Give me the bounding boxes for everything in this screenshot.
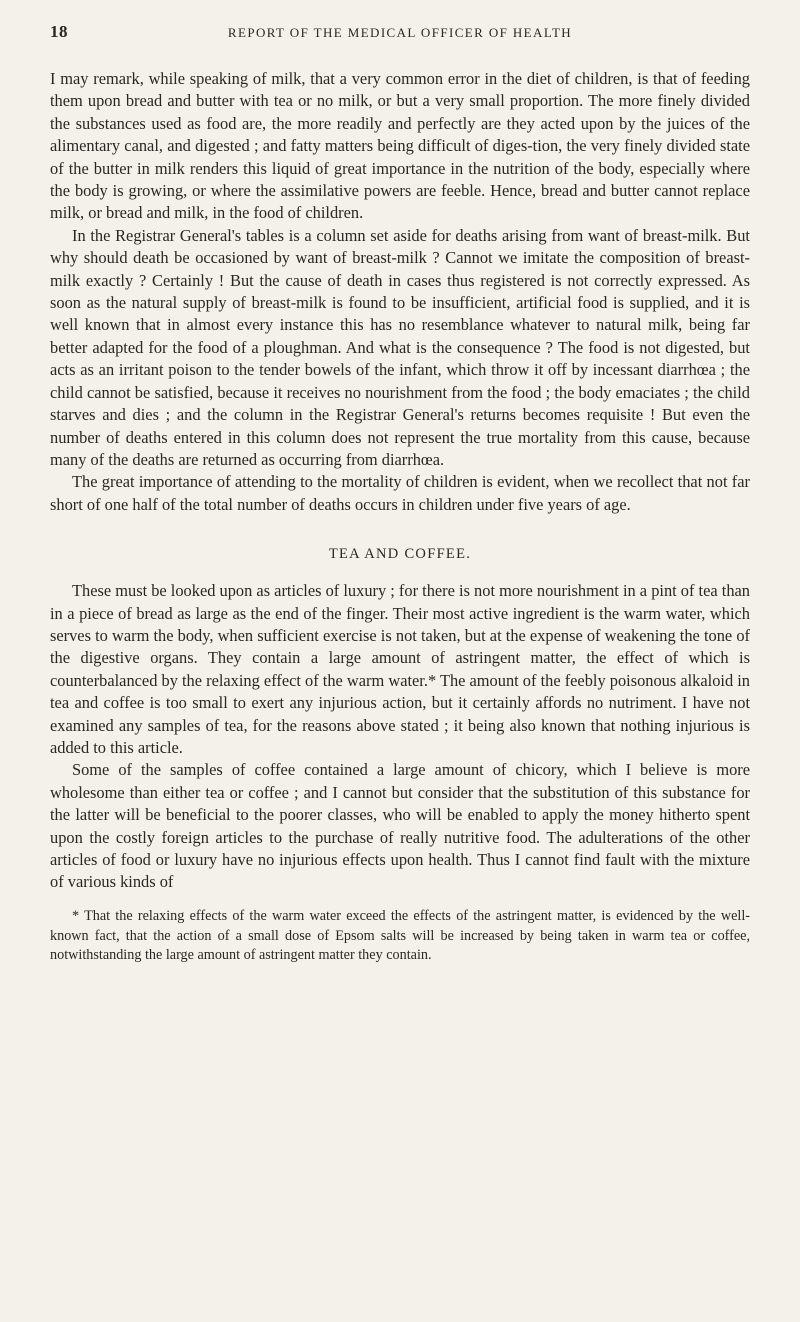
page-number: 18 bbox=[50, 22, 68, 41]
paragraph-child-mortality: The great importance of attending to the mortality of children is evident, when we recollect that not far short of one half of the total number of deaths occurs in children under five years of age. bbox=[50, 472, 750, 514]
running-head: REPORT OF THE MEDICAL OFFICER OF HEALTH bbox=[227, 25, 573, 40]
body-text bbox=[50, 68, 750, 966]
paragraph-milk-diet: I may remark, while speaking of milk, that a very common error in the diet of children, is that of feeding them upon bread and butter with tea or no milk, or but a very small proportion. The more finely divided the substances used as food are, the more readily and perfectly are they acted upon by the juices of the alimentary canal, and digested ; and fatty matters being difficult of diges-tion, the very finely divided state of the butter in milk renders this liquid of great importance in the nutrition of the body, especially where the body is growing, or where the assimilative powers are feeble. Hence, bread and butter cannot replace milk, or bread and milk, in the food of children. bbox=[50, 69, 750, 223]
paragraph-tea-luxury: These must be looked upon as articles of luxury ; for there is not more nourishment in a pint of tea than in a piece of bread as large as the end of the finger. Their most active ingredient is the warm water, which serves to warm the body, when sufficient exercise is not taken, but at the expense of weakening the tone of the digestive organs. They contain a large amount of astringent matter, the effect of which is counterbalanced by the relaxing effect of the warm water.* The amount of the feebly poisonous alkaloid in tea and coffee is too small to exert any injurious action, but it certainly affords no nutriment. I have not examined any samples of tea, for the reasons above stated ; it being also known that nothing injurious is added to this article. bbox=[50, 581, 750, 757]
paragraph-breast-milk: In the Registrar General's tables is a column set aside for deaths arising from want of breast-milk. But why should death be occasioned by want of breast-milk ? Cannot we imitate the composition of breast-milk exactly ? Certainly ! But the cause of death in cases thus registered is not correctly expressed. As soon as the natural supply of breast-milk is found to be insufficient, artificial food is supplied, and it is well known that in almost every instance this has no resemblance whatever to natural milk, being far better adapted for the food of a ploughman. And what is the consequence ? The food is not digested, but acts as an irritant poison to the tender bowels of the infant, which throw it off by incessant diarrhœa ; the child cannot be satisfied, because it receives no nourishment from the food ; the body emaciates ; the child starves and dies ; and the column in the Registrar General's returns becomes requisite ! But even the number of deaths entered in this column does not represent the true mortality from this cause, because many of the deaths are returned as occurring from diarrhœa. bbox=[50, 225, 750, 469]
section-title-tea-coffee: TEA AND COFFEE. bbox=[328, 546, 472, 563]
footnote: * That the relaxing effects of the warm water exceed the effects of the astringent matter, is evidenced by the well-known fact, that the action of a small dose of Epsom salts will be increased by being taken in warm tea or coffee, notwithstanding the large amount of astringent matter they contain. bbox=[50, 907, 750, 964]
page-header bbox=[50, 22, 750, 48]
document-page bbox=[50, 22, 750, 966]
paragraph-coffee-chicory: Some of the samples of coffee contained a large amount of chicory, which I believe is more wholesome than either tea or coffee ; and I cannot but consider that the substitution of this substance for the latter will be beneficial to the poorer classes, who will be enabled to apply the money hitherto spent upon the costly foreign articles to the purchase of really nutritive food. The adulterations of the other articles of food or luxury have no injurious effects upon health. Thus I cannot find fault with the mixture of various kinds of bbox=[50, 760, 750, 892]
